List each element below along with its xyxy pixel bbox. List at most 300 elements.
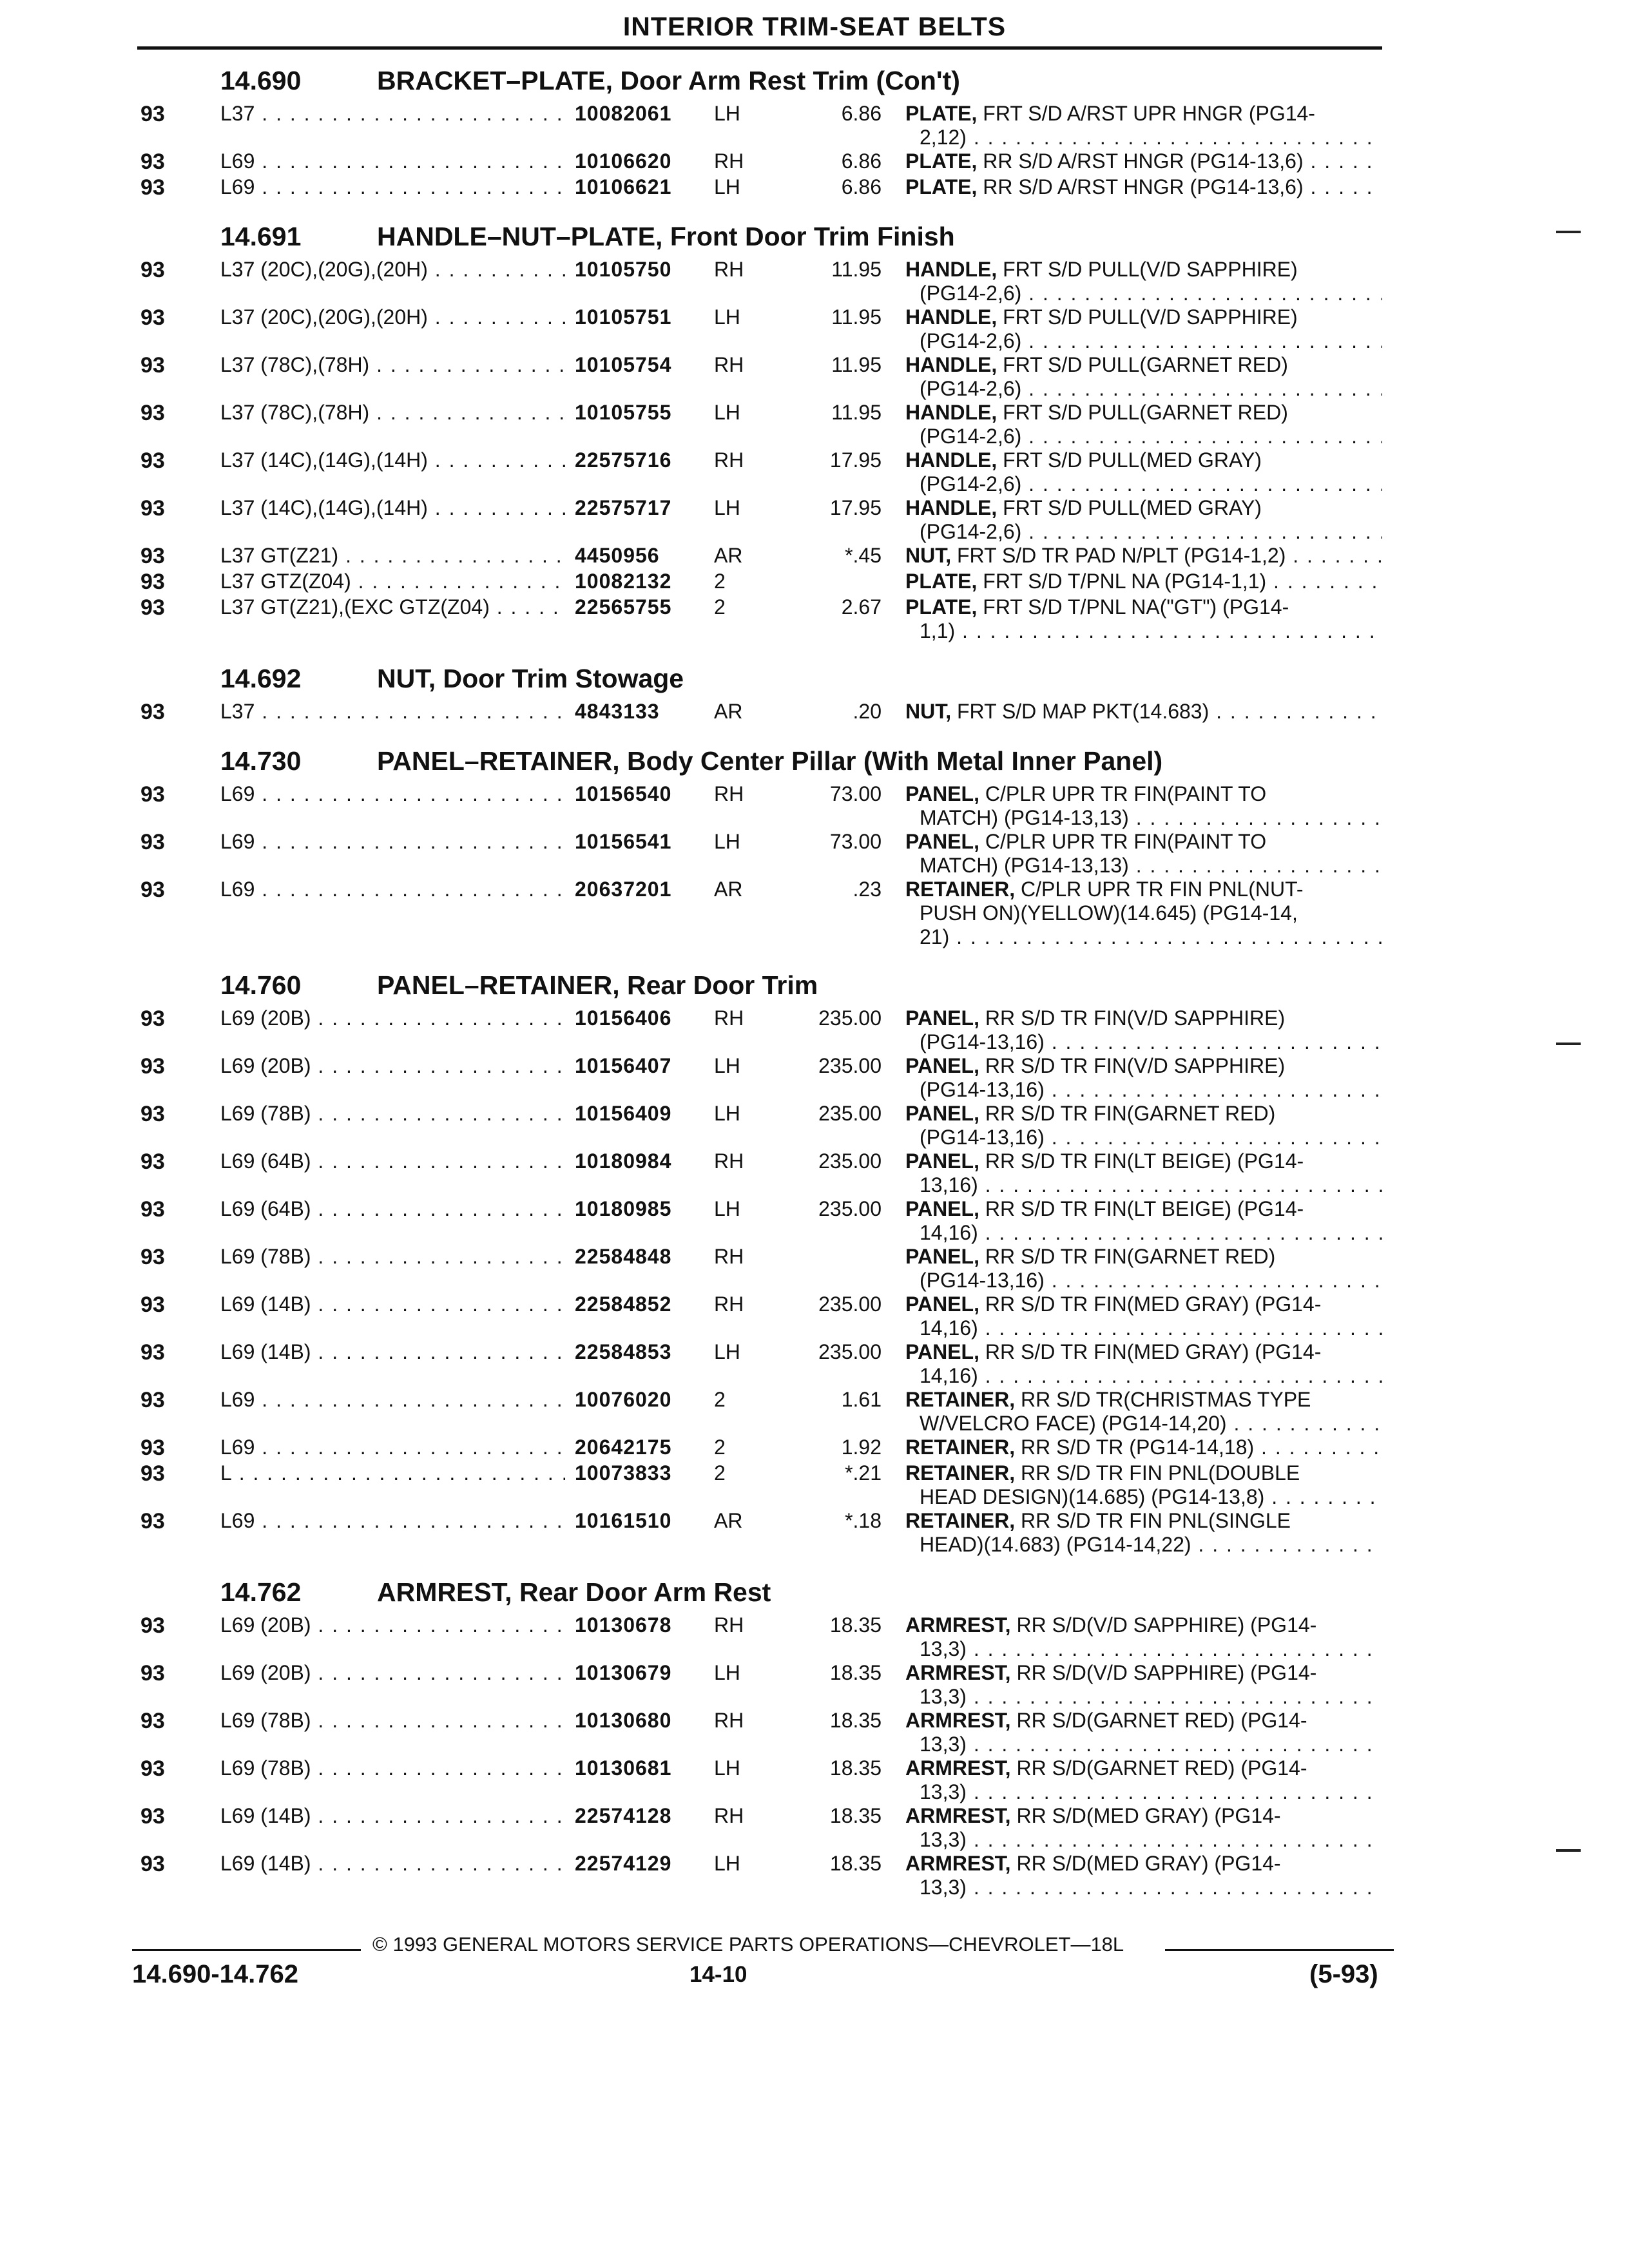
margin-tick-mark xyxy=(1556,231,1581,233)
part-row xyxy=(0,1192,1629,1244)
gm-group-number: 93 xyxy=(140,305,165,330)
part-description xyxy=(905,305,1382,353)
part-number: 22575716 xyxy=(575,448,672,472)
model-code: L37 . . . xyxy=(220,700,565,724)
description-line xyxy=(905,1756,1382,1780)
part-number: 22574128 xyxy=(575,1804,672,1827)
description-text: RR S/D TR FIN PNL(DOUBLE xyxy=(1015,1461,1300,1485)
part-number: 10130681 xyxy=(575,1756,672,1780)
description-line xyxy=(905,401,1382,425)
description-line xyxy=(905,175,1382,199)
model-code: L69 (14B) . . . xyxy=(220,1340,565,1364)
description-line xyxy=(905,595,1382,619)
model-code: L69 (20B) . . . xyxy=(220,1661,565,1685)
part-row xyxy=(0,1049,1629,1101)
model-code: L37 GTZ(Z04) . . . xyxy=(220,570,565,593)
description-text: C/PLR UPR TR FIN PNL(NUT- xyxy=(1015,878,1304,901)
model-code: L37 GT(Z21) . . . xyxy=(220,544,565,568)
list-price: 73.00 xyxy=(829,782,882,805)
model-code: L69 (78B) . . . xyxy=(220,1102,565,1126)
gm-group-number: 93 xyxy=(140,1149,165,1174)
side-quantity: LH xyxy=(714,1340,740,1363)
part-description xyxy=(905,1756,1382,1804)
part-number: 22574129 xyxy=(575,1852,672,1875)
description-line xyxy=(905,1245,1382,1269)
side-quantity: RH xyxy=(714,1613,744,1637)
page-title: INTERIOR TRIM-SEAT BELTS xyxy=(622,12,1007,41)
description-noun: PLATE, xyxy=(905,149,978,173)
part-number: 10082061 xyxy=(575,102,672,125)
gm-group-number: 93 xyxy=(140,401,165,425)
model-code: L69 (20B) . . . xyxy=(220,1054,565,1078)
description-text: RR S/D TR FIN(GARNET RED) xyxy=(979,1102,1276,1125)
description-text: 13,3) xyxy=(920,1733,967,1756)
header-rule xyxy=(137,46,1382,50)
list-price: 235.00 xyxy=(818,1293,882,1316)
description-text: 14,16) xyxy=(920,1221,978,1244)
side-quantity: 2 xyxy=(714,1461,726,1485)
description-line xyxy=(905,1533,1382,1557)
model-code: L69 (78B) . . . xyxy=(220,1709,565,1733)
gm-group-number: 93 xyxy=(140,544,165,568)
section-heading xyxy=(0,210,1629,253)
part-number: 10130678 xyxy=(575,1613,672,1637)
gm-group-number: 93 xyxy=(140,782,165,807)
side-quantity: LH xyxy=(714,175,740,198)
side-quantity: RH xyxy=(714,1149,744,1173)
gm-group-number: 93 xyxy=(140,1054,165,1079)
description-line xyxy=(905,925,1382,949)
description-text: RR S/D TR(CHRISTMAS TYPE xyxy=(1015,1388,1311,1411)
part-description xyxy=(905,102,1382,149)
part-row xyxy=(0,170,1629,200)
list-price: 11.95 xyxy=(831,305,882,329)
model-code: L69 . . . xyxy=(220,830,565,854)
description-noun: PANEL, xyxy=(905,1340,979,1363)
list-price: 2.67 xyxy=(841,595,882,619)
part-number: 22584848 xyxy=(575,1245,672,1268)
part-row xyxy=(0,1656,1629,1708)
description-text: (PG14-2,6) xyxy=(920,425,1022,448)
model-code: L37 (78C),(78H) . . . xyxy=(220,401,565,425)
section-gap xyxy=(0,638,1629,652)
description-text: RR S/D TR FIN(LT BEIGE) (PG14- xyxy=(979,1149,1304,1173)
section-heading xyxy=(0,652,1629,695)
part-number: 10105750 xyxy=(575,258,672,281)
description-noun: PANEL, xyxy=(905,1149,979,1173)
part-number: 20642175 xyxy=(575,1436,672,1459)
part-number: 22565755 xyxy=(575,595,672,619)
part-row xyxy=(0,539,1629,568)
part-number: 10073833 xyxy=(575,1461,672,1485)
part-number: 10105754 xyxy=(575,353,672,376)
description-text: 13,16) xyxy=(920,1173,978,1196)
list-price: 235.00 xyxy=(818,1197,882,1220)
part-description xyxy=(905,1388,1382,1436)
part-row xyxy=(0,1001,1629,1053)
part-description xyxy=(905,1245,1382,1293)
description-line xyxy=(905,496,1382,520)
description-line xyxy=(905,1613,1382,1637)
side-quantity: 2 xyxy=(714,570,726,593)
description-text: (PG14-2,6) xyxy=(920,520,1022,543)
part-description xyxy=(905,1054,1382,1102)
gm-group-number: 93 xyxy=(140,175,165,200)
description-text: FRT S/D PULL(GARNET RED) xyxy=(997,353,1288,376)
gm-group-number: 93 xyxy=(140,1756,165,1781)
part-description xyxy=(905,448,1382,496)
description-line xyxy=(905,1461,1382,1485)
footer-copyright: © 1993 GENERAL MOTORS SERVICE PARTS OPERATIONS—CHEVROLET—18L xyxy=(372,1933,1124,1956)
part-number: 10106621 xyxy=(575,175,672,198)
side-quantity: AR xyxy=(714,544,743,567)
model-code: L69 (64B) . . . xyxy=(220,1149,565,1173)
model-code: L37 (14C),(14G),(14H) . . . xyxy=(220,448,565,472)
description-text: (PG14-2,6) xyxy=(920,282,1022,305)
part-number: 10106620 xyxy=(575,149,672,173)
description-noun: HANDLE, xyxy=(905,258,998,281)
section-code: 14.692 xyxy=(220,664,302,693)
description-text: RR S/D TR FIN(MED GRAY) (PG14- xyxy=(979,1293,1322,1316)
section-title: PANEL–RETAINER, Rear Door Trim xyxy=(377,970,818,1000)
section-code: 14.691 xyxy=(220,222,302,251)
description-noun: HANDLE, xyxy=(905,496,998,519)
part-number: 4843133 xyxy=(575,700,660,723)
list-price: 11.95 xyxy=(831,258,882,281)
section-gap xyxy=(0,945,1629,959)
side-quantity: 2 xyxy=(714,1436,726,1459)
gm-group-number: 93 xyxy=(140,1709,165,1733)
description-text: 13,3) xyxy=(920,1685,967,1708)
list-price: 11.95 xyxy=(831,353,882,376)
part-number: 10161510 xyxy=(575,1509,672,1532)
description-text: RR S/D(V/D SAPPHIRE) (PG14- xyxy=(1010,1613,1317,1637)
list-price: 235.00 xyxy=(818,1054,882,1077)
description-text: FRT S/D PULL(MED GRAY) xyxy=(997,448,1262,472)
part-description xyxy=(905,700,1382,724)
part-row xyxy=(0,777,1629,829)
part-description xyxy=(905,1613,1382,1661)
section-title: ARMREST, Rear Door Arm Rest xyxy=(377,1577,771,1607)
description-text: RR S/D A/RST HNGR (PG14-13,6) xyxy=(977,149,1304,173)
description-line xyxy=(905,878,1382,901)
description-line xyxy=(905,1340,1382,1364)
description-line xyxy=(905,1852,1382,1876)
list-price: 18.35 xyxy=(829,1852,882,1875)
description-text: FRT S/D PULL(GARNET RED) xyxy=(997,401,1288,424)
model-code: L69 (64B) . . . xyxy=(220,1197,565,1221)
description-line xyxy=(905,700,1382,724)
part-row xyxy=(0,695,1629,724)
model-code: L37 (14C),(14G),(14H) . . . xyxy=(220,496,565,520)
gm-group-number: 93 xyxy=(140,1340,165,1365)
part-number: 10076020 xyxy=(575,1388,672,1411)
gm-group-number: 93 xyxy=(140,1661,165,1686)
part-row xyxy=(0,564,1629,594)
part-row xyxy=(0,443,1629,495)
side-quantity: LH xyxy=(714,1102,740,1125)
model-code: L . . . xyxy=(220,1461,565,1485)
description-text: FRT S/D TR PAD N/PLT (PG14-1,2) xyxy=(951,544,1286,567)
model-code: L69 . . . xyxy=(220,175,565,199)
part-row xyxy=(0,1456,1629,1508)
model-code: L69 (78B) . . . xyxy=(220,1756,565,1780)
side-quantity: RH xyxy=(714,1804,744,1827)
list-price: 18.35 xyxy=(829,1709,882,1732)
side-quantity: LH xyxy=(714,1852,740,1875)
part-row xyxy=(0,1144,1629,1196)
description-noun: PANEL, xyxy=(905,830,979,853)
list-price: 17.95 xyxy=(829,496,882,519)
side-quantity: RH xyxy=(714,1006,744,1030)
parts-listing xyxy=(0,54,1629,1899)
description-line xyxy=(905,1509,1382,1533)
description-text: PUSH ON)(YELLOW)(14.645) (PG14-14, xyxy=(920,901,1298,925)
description-text: 1,1) xyxy=(920,619,956,642)
description-text: RR S/D A/RST HNGR (PG14-13,6) xyxy=(977,175,1304,198)
section-heading xyxy=(0,959,1629,1001)
part-row xyxy=(0,491,1629,543)
gm-group-number: 93 xyxy=(140,1245,165,1269)
description-line xyxy=(905,1006,1382,1030)
part-row xyxy=(0,590,1629,642)
footer-rule-left xyxy=(132,1949,361,1951)
description-noun: NUT, xyxy=(905,544,952,567)
gm-group-number: 93 xyxy=(140,570,165,594)
description-text: 2,12) xyxy=(920,126,967,149)
description-text: RR S/D(GARNET RED) (PG14- xyxy=(1010,1709,1307,1732)
part-description xyxy=(905,401,1382,448)
description-text: FRT S/D T/PNL NA("GT") (PG14- xyxy=(977,595,1289,619)
description-text: RR S/D TR FIN(V/D SAPPHIRE) xyxy=(979,1054,1286,1077)
side-quantity: RH xyxy=(714,782,744,805)
part-description xyxy=(905,878,1382,949)
side-quantity: LH xyxy=(714,496,740,519)
description-text: HEAD DESIGN)(14.685) (PG14-13,8) xyxy=(920,1485,1265,1508)
part-description xyxy=(905,1006,1382,1054)
part-description xyxy=(905,595,1382,643)
part-number: 10156406 xyxy=(575,1006,672,1030)
list-price: 18.35 xyxy=(829,1756,882,1780)
description-text: 14,16) xyxy=(920,1316,978,1340)
side-quantity: LH xyxy=(714,305,740,329)
part-description xyxy=(905,1197,1382,1245)
part-description xyxy=(905,1340,1382,1388)
model-code: L69 . . . xyxy=(220,1436,565,1459)
gm-group-number: 93 xyxy=(140,353,165,378)
description-line xyxy=(905,1804,1382,1828)
description-noun: ARMREST, xyxy=(905,1852,1011,1875)
section-code: 14.760 xyxy=(220,970,302,1000)
part-description xyxy=(905,1709,1382,1756)
part-description xyxy=(905,496,1382,544)
gm-group-number: 93 xyxy=(140,1852,165,1876)
part-description xyxy=(905,1661,1382,1709)
list-price: 1.61 xyxy=(841,1388,882,1411)
side-quantity: LH xyxy=(714,401,740,424)
description-text: RR S/D(V/D SAPPHIRE) (PG14- xyxy=(1010,1661,1317,1684)
description-noun: PANEL, xyxy=(905,1197,979,1220)
description-text: MATCH) (PG14-13,13) xyxy=(920,806,1129,829)
part-row xyxy=(0,1097,1629,1149)
list-price: 235.00 xyxy=(818,1006,882,1030)
part-description xyxy=(905,830,1382,878)
part-description xyxy=(905,1461,1382,1509)
model-code: L69 . . . xyxy=(220,1509,565,1533)
description-text: FRT S/D MAP PKT(14.683) xyxy=(951,700,1210,723)
part-description xyxy=(905,1509,1382,1557)
description-text: 14,16) xyxy=(920,1364,978,1387)
description-noun: ARMREST, xyxy=(905,1661,1011,1684)
part-row xyxy=(0,1608,1629,1660)
part-number: 10105755 xyxy=(575,401,672,424)
section-title: PANEL–RETAINER, Body Center Pillar (With Metal Inner Panel) xyxy=(377,746,1163,776)
list-price: 6.86 xyxy=(841,149,882,173)
description-text: (PG14-13,16) xyxy=(920,1269,1045,1292)
list-price: 18.35 xyxy=(829,1613,882,1637)
gm-group-number: 93 xyxy=(140,1461,165,1486)
part-number: 10180984 xyxy=(575,1149,672,1173)
side-quantity: AR xyxy=(714,878,743,901)
side-quantity: RH xyxy=(714,1293,744,1316)
part-row xyxy=(0,396,1629,448)
description-text: (PG14-2,6) xyxy=(920,377,1022,400)
description-noun: PANEL, xyxy=(905,782,979,805)
description-noun: ARMREST, xyxy=(905,1756,1011,1780)
list-price: 235.00 xyxy=(818,1149,882,1173)
description-text: MATCH) (PG14-13,13) xyxy=(920,854,1129,877)
gm-group-number: 93 xyxy=(140,1102,165,1126)
margin-tick-mark xyxy=(1556,1849,1581,1852)
section-code: 14.762 xyxy=(220,1577,302,1607)
description-text: C/PLR UPR TR FIN(PAINT TO xyxy=(979,782,1267,805)
side-quantity: RH xyxy=(714,353,744,376)
description-noun: RETAINER, xyxy=(905,878,1016,901)
part-number: 10105751 xyxy=(575,305,672,329)
description-line xyxy=(905,1661,1382,1685)
model-code: L69 (20B) . . . xyxy=(220,1613,565,1637)
description-line xyxy=(905,102,1382,126)
description-noun: NUT, xyxy=(905,700,952,723)
gm-group-number: 93 xyxy=(140,102,165,126)
section-gap xyxy=(0,1552,1629,1566)
part-number: 10156541 xyxy=(575,830,672,853)
list-price: *.21 xyxy=(845,1461,882,1485)
part-number: 10156540 xyxy=(575,782,672,805)
description-noun: PLATE, xyxy=(905,595,978,619)
side-quantity: RH xyxy=(714,149,744,173)
part-description xyxy=(905,1293,1382,1340)
model-code: L69 (78B) . . . xyxy=(220,1245,565,1269)
description-text: (PG14-2,6) xyxy=(920,329,1022,352)
part-description xyxy=(905,1804,1382,1852)
part-row xyxy=(0,1847,1629,1899)
description-noun: PANEL, xyxy=(905,1245,979,1268)
model-code: L69 . . . xyxy=(220,782,565,806)
part-row xyxy=(0,348,1629,400)
part-row xyxy=(0,300,1629,352)
part-number: 4450956 xyxy=(575,544,660,567)
list-price: 18.35 xyxy=(829,1661,882,1684)
description-text: FRT S/D PULL(V/D SAPPHIRE) xyxy=(997,305,1298,329)
description-text: RR S/D TR FIN(GARNET RED) xyxy=(979,1245,1276,1268)
description-text: 13,3) xyxy=(920,1637,967,1660)
model-code: L37 (78C),(78H) . . . xyxy=(220,353,565,377)
description-noun: HANDLE, xyxy=(905,448,998,472)
section-heading xyxy=(0,54,1629,97)
description-noun: RETAINER, xyxy=(905,1436,1016,1459)
footer-date: (5-93) xyxy=(1309,1960,1378,1988)
part-number: 10156407 xyxy=(575,1054,672,1077)
list-price: 17.95 xyxy=(829,448,882,472)
side-quantity: LH xyxy=(714,1054,740,1077)
part-row xyxy=(0,144,1629,174)
description-text: (PG14-13,16) xyxy=(920,1030,1045,1053)
description-text: (PG14-2,6) xyxy=(920,472,1022,495)
gm-group-number: 93 xyxy=(140,878,165,902)
side-quantity: 2 xyxy=(714,595,726,619)
section-heading xyxy=(0,735,1629,777)
description-noun: PLATE, xyxy=(905,102,978,125)
gm-group-number: 93 xyxy=(140,1388,165,1412)
description-noun: RETAINER, xyxy=(905,1509,1016,1532)
description-text: RR S/D TR FIN(MED GRAY) (PG14- xyxy=(979,1340,1322,1363)
list-price: 6.86 xyxy=(841,102,882,125)
part-number: 22584852 xyxy=(575,1293,672,1316)
section-title: HANDLE–NUT–PLATE, Front Door Trim Finish xyxy=(377,222,955,251)
list-price: 11.95 xyxy=(831,401,882,424)
description-noun: PLATE, xyxy=(905,175,978,198)
description-noun: HANDLE, xyxy=(905,305,998,329)
side-quantity: LH xyxy=(714,102,740,125)
gm-group-number: 93 xyxy=(140,258,165,282)
description-text: RR S/D(MED GRAY) (PG14- xyxy=(1010,1804,1281,1827)
gm-group-number: 93 xyxy=(140,1613,165,1638)
side-quantity: AR xyxy=(714,1509,743,1532)
gm-group-number: 93 xyxy=(140,1509,165,1533)
part-row xyxy=(0,1751,1629,1803)
footer-page-number: 14-10 xyxy=(689,1962,747,1987)
side-quantity: RH xyxy=(714,1245,744,1268)
part-number: 10156409 xyxy=(575,1102,672,1125)
model-code: L69 (14B) . . . xyxy=(220,1804,565,1828)
model-code: L37 . . . xyxy=(220,102,565,126)
footer-index-range: 14.690-14.762 xyxy=(132,1960,299,1988)
description-line xyxy=(905,353,1382,377)
gm-group-number: 93 xyxy=(140,1804,165,1829)
part-row xyxy=(0,1383,1629,1435)
model-code: L69 . . . xyxy=(220,1388,565,1412)
list-price: .23 xyxy=(853,878,882,901)
gm-group-number: 93 xyxy=(140,1197,165,1222)
list-price: 235.00 xyxy=(818,1340,882,1363)
description-noun: RETAINER, xyxy=(905,1461,1016,1485)
description-text: RR S/D TR (PG14-14,18) xyxy=(1015,1436,1255,1459)
part-description xyxy=(905,175,1382,199)
description-line xyxy=(905,1149,1382,1173)
part-row xyxy=(0,1704,1629,1756)
part-row xyxy=(0,872,1629,948)
part-number: 10130680 xyxy=(575,1709,672,1732)
list-price: 1.92 xyxy=(841,1436,882,1459)
description-text: FRT S/D PULL(MED GRAY) xyxy=(997,496,1262,519)
model-code: L37 GT(Z21),(EXC GTZ(Z04) . . . xyxy=(220,595,565,619)
gm-group-number: 93 xyxy=(140,1006,165,1031)
description-line xyxy=(905,830,1382,854)
description-text: (PG14-13,16) xyxy=(920,1126,1045,1149)
list-price: 6.86 xyxy=(841,175,882,198)
model-code: L69 (14B) . . . xyxy=(220,1852,565,1876)
